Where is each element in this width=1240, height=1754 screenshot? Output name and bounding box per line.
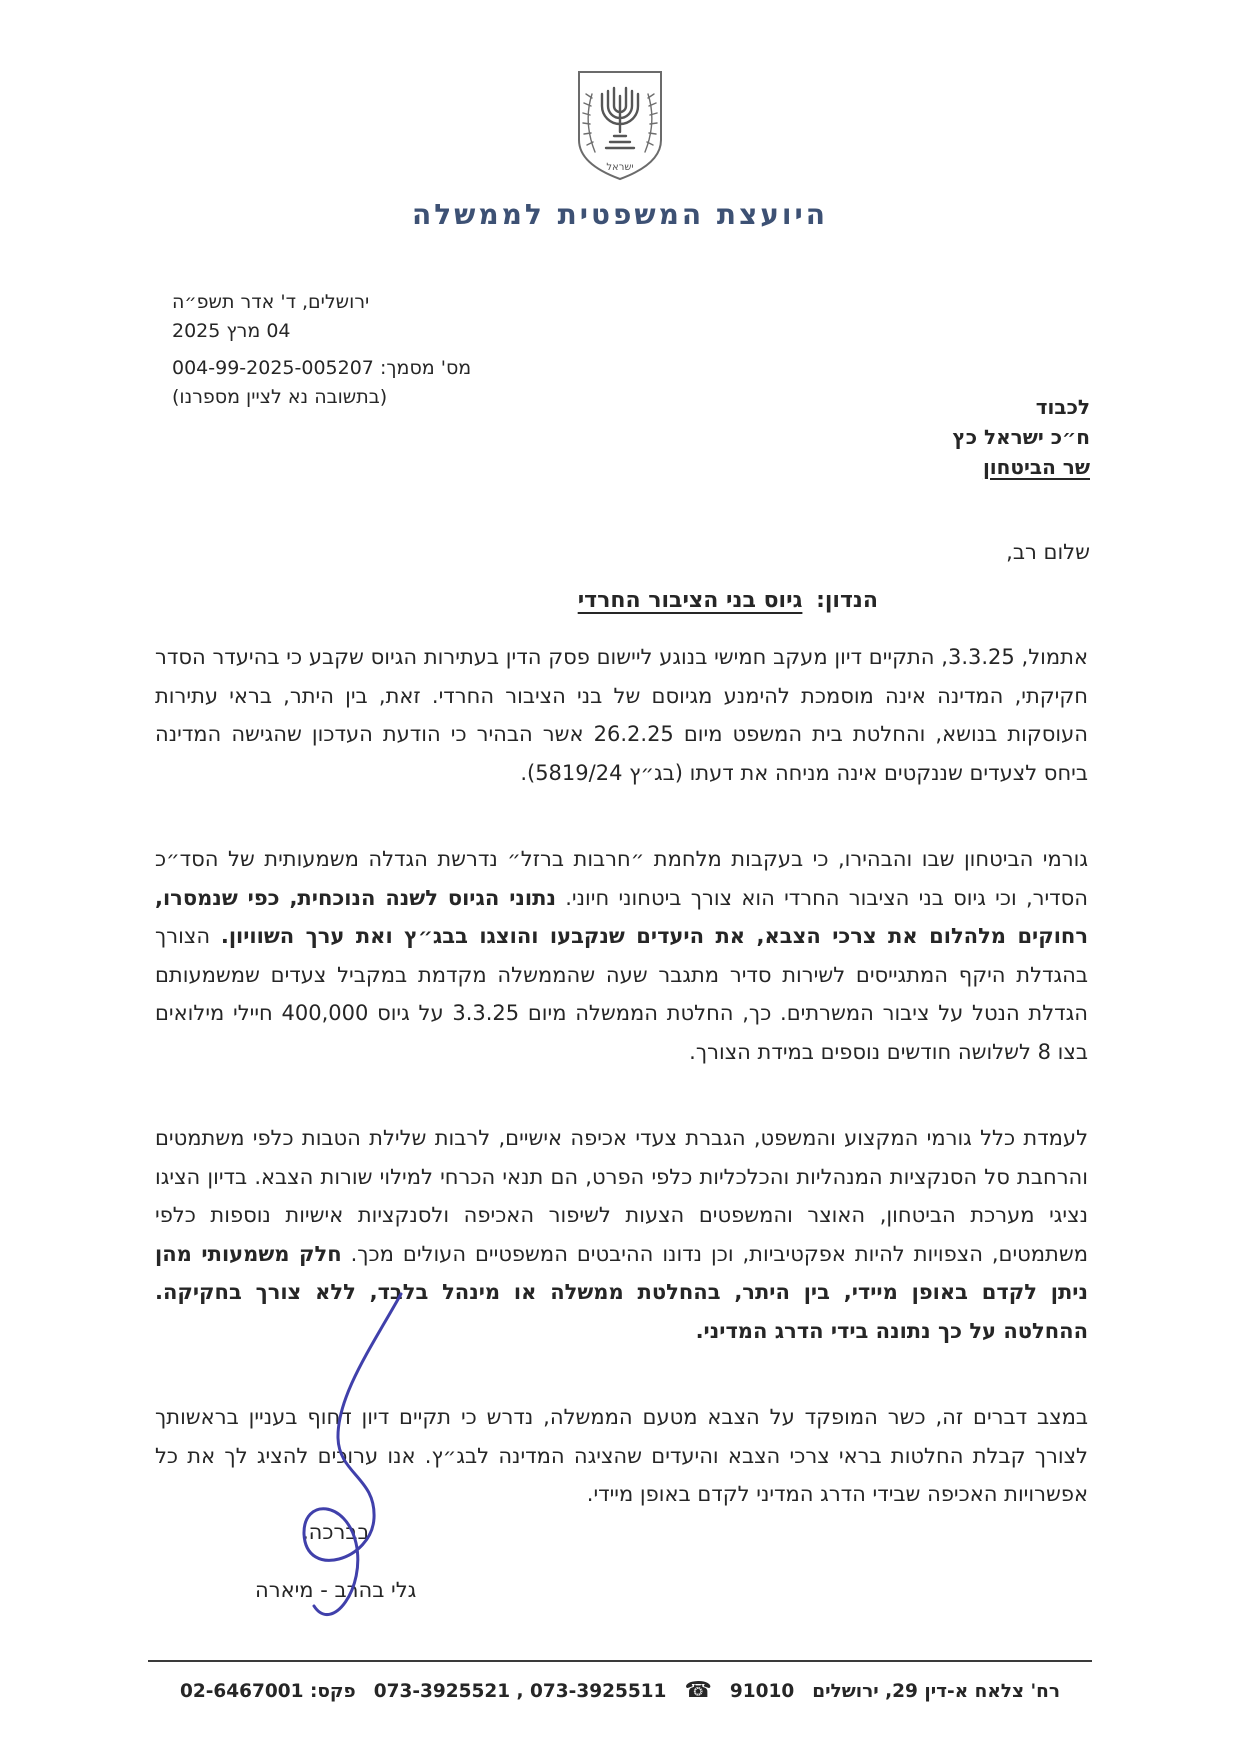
- date-hebrew: ירושלים, ד' אדר תשפ״ה: [172, 291, 370, 313]
- bold-text-segment: נתוני הגיוס לשנה הנוכחית, כפי שנמסרו, רחוקים מלהלום את צרכי הצבא, את היעדים שנקבעו והוצגו בבג״ץ ואת ערך השוויון.: [155, 885, 1088, 948]
- israel-state-emblem-icon: [570, 66, 670, 190]
- footer-fax: פקס: 02-6467001: [179, 1680, 356, 1702]
- footer-address: רח' צלאח א-דין 29, ירושלים: [812, 1680, 1061, 1702]
- signature-closing: בברכה,: [302, 1520, 370, 1544]
- footer-phones: 073-3925521 , 073-3925511: [373, 1680, 667, 1702]
- recipient-name: ח״כ ישראל כץ: [952, 425, 1090, 449]
- text-segment: במצב דברים זה, כשר המופקד על הצבא מטעם הממשלה, נדרש כי תקיים דיון דחוף בעניין בראשותך לצורך קבלת החלטות בראי צרכי הצבא והיעדים שהציגה המדינה לבג״ץ. אנו ערוכים להציג לך את כל אפשרויות האכיפה שבידי הדרג המדיני לקדם באופן מיידי.: [155, 1405, 1088, 1506]
- doc-number: מס' מסמך: 004-99-2025-005207: [172, 357, 472, 379]
- text-segment: הצורך בהגדלת היקף המתגייסים לשירות סדיר מתגבר שעה שהממשלה מקדמת במקביל צעדים שמשמעותם הגדלת הנטל על ציבור המשרתים. כך, החלטת הממשלה מיום 3.3.25 על גיוס 400,000 חיילי מילואים בצו 8 לשלושה חודשים נוספים במידת הצורך.: [155, 924, 1088, 1064]
- text-segment: אתמול, 3.3.25, התקיים דיון מעקב חמישי בנוגע ליישום פסק הדין בעתירות הגיוס שקבע כי בהיעדר הסדר חקיקתי, המדינה אינה מוסמכת להימנע מגיוסם של בני הציבור החרדי. זאת, בין היתר, בראי עתירות העוסקות בנושא, והחלטת בית המשפט מיום 26.2.25 אשר הבהיר כי הודעת העדכון שהגישה המדינה ביחס לצעדים שננקטים אינה מניחה את דעתו (בג״ץ 5819/24).: [155, 645, 1088, 785]
- page-footer: [100, 1680, 1140, 1702]
- footer-zip: 91010: [729, 1680, 795, 1702]
- phone-icon: ☎: [684, 1678, 712, 1703]
- letter-body: [155, 638, 1088, 1562]
- subject-text: גיוס בני הציבור החרדי: [577, 588, 803, 613]
- page-title: היועצת המשפטית לממשלה: [411, 198, 829, 231]
- subject-line: [578, 588, 878, 613]
- signer-name: גלי בהרב - מיארה: [255, 1578, 417, 1602]
- recipient-block: [953, 392, 1091, 482]
- letter-paragraph: [155, 840, 1088, 1071]
- subject-label: הנדון:: [816, 588, 878, 613]
- text-segment: לעמדת כלל גורמי המקצוע והמשפט, הגברת צעדי אכיפה אישיים, לרבות שלילת הטבות כלפי משתמטים והרחבת סל הסנקציות המנהליות והכלכליות כלפי הפרט, הם תנאי הכרחי למילוי שורות הצבא. בדיון הציגו נציגי מערכת הביטחון, האוצר והמשפטים הצעות לשיפור האכיפה ולסנקציות אישיות נוספות כלפי משתמטים, הצפויות להיות אפקטיביות, וכן נדונו ההיבטים המשפטיים העולים מכך.: [155, 1126, 1089, 1266]
- letter-paragraph: [155, 638, 1088, 792]
- date-gregorian: 04 מרץ 2025: [172, 320, 291, 342]
- text-segment: גורמי הביטחון שבו והבהירו, כי בעקבות מלחמת ״חרבות ברזל״ נדרשת הגדלה משמעותית של הסד״כ הסדיר, וכי גיוס בני הציבור החרדי הוא צורך ביטחוני חיוני.: [155, 847, 1088, 910]
- letter-paragraph: [155, 1119, 1088, 1350]
- greeting: שלום רב,: [1006, 540, 1090, 564]
- bold-text-segment: חלק משמעותי מהן ניתן לקדם באופן מיידי, בין היתר, בהחלטת ממשלה או מינהל בלבד, ללא צורך בחקיקה. ההחלטה על כך נתונה בידי הדרג המדיני.: [155, 1241, 1088, 1343]
- letter-paragraph: [155, 1398, 1088, 1514]
- footer-divider: [148, 1660, 1092, 1662]
- emblem-caption: ישראל: [606, 162, 634, 173]
- reply-note: (בתשובה נא לציין מספרנו): [172, 386, 388, 408]
- meta-block: [172, 288, 471, 412]
- recipient-salutation: לכבוד: [1035, 395, 1090, 419]
- recipient-role: שר הביטחון: [982, 455, 1090, 479]
